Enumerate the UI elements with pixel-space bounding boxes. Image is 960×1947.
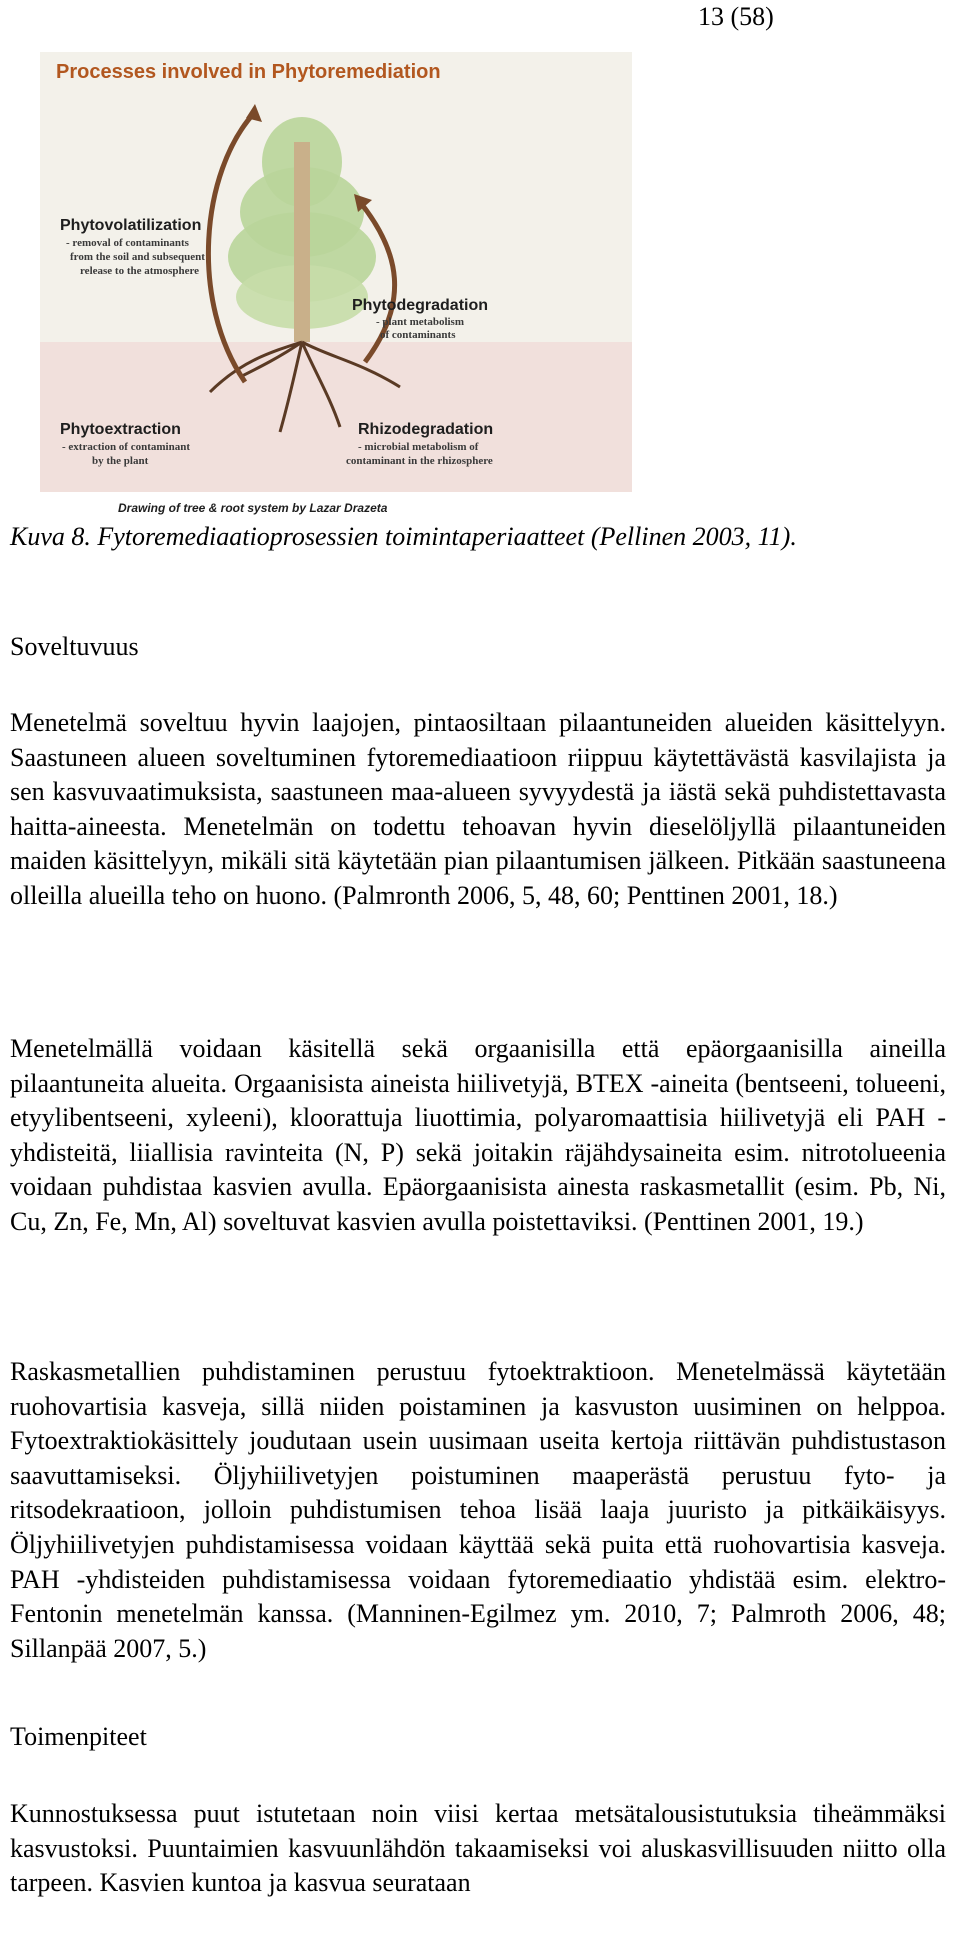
heading-soveltuvuus: Soveltuvuus [10, 632, 139, 661]
phytoextraction-title: Phytoextraction [60, 421, 181, 438]
page-number: 13 (58) [698, 2, 774, 31]
phytodegradation-title: Phytodegradation [352, 297, 489, 314]
rhizodegradation-desc-1: - microbial metabolism of [358, 441, 479, 453]
phytoremediation-diagram [40, 52, 632, 520]
phytoextraction-desc-1: - extraction of contaminant [62, 441, 191, 453]
paragraph-1: Menetelmä soveltuu hyvin laajojen, pintaosiltaan pilaantuneiden alueiden käsittelyyn. Saastuneen alueen soveltuminen fytoremediaatioon riippuu käytettävästä kasvilajista ja sen kasvuvaatimuksista, saastuneen maa-alueen syvyydestä ja iästä sekä puhdistettavasta haitta-aineesta. Menetelmän on todettu tehoavan hyvin dieselöljyllä pilaantuneiden maiden käsittelyyn, mikäli sitä käytetään pian pilaantumisen jälkeen. Pitkään saastuneena olleilla alueilla teho on huono. (Palmronth 2006, 5, 48, 60; Penttinen 2001, 18.) [10, 708, 946, 910]
figure-caption: Kuva 8. Fytoremediaatioprosessien toimintaperiaatteet (Pellinen 2003, 11). [10, 522, 797, 551]
rhizodegradation-desc-2: contaminant in the rhizosphere [346, 455, 493, 467]
phytovolatilization-desc-3: release to the atmosphere [80, 265, 200, 277]
phytovolatilization-title: Phytovolatilization [60, 217, 202, 234]
figure-credit: Drawing of tree & root system by Lazar Drazeta [118, 501, 388, 515]
rhizodegradation-title: Rhizodegradation [358, 421, 494, 438]
paragraph-4: Kunnostuksessa puut istutetaan noin viisi kertaa metsätalousistutuksia tiheämmäksi kasvustoksi. Puuntaimien kasvuunlähdön takaamiseksi voi aluskasvillisuuden niitto olla tarpeen. Kasvien kuntoa ja kasvua seurataan [10, 1799, 946, 1898]
phytodegradation-desc-2: of contaminants [380, 329, 456, 341]
paragraph-2: Menetelmällä voidaan käsitellä sekä orgaanisilla että epäorgaanisilla aineilla pilaantuneita alueita. Orgaanisista aineista hiilivetyjä, BTEX -aineita (bentseeni, tolueeni, etyylibentseeni, xyleeni), kloorattuja liuottimia, polyaromaattisia hiilivetyjä eli PAH -yhdisteitä, liiallisia ravinteita (N, P) sekä joitakin räjähdysaineita esim. nitrotolueenia voidaan puhdistaa kasvien avulla. Epäorgaanisista ainesta raskasmetallit (esim. Pb, Ni, Cu, Zn, Fe, Mn, Al) soveltuvat kasvien avulla poistettaviksi. (Penttinen 2001, 19.) [10, 1034, 946, 1236]
phytoextraction-desc-2: by the plant [92, 455, 149, 467]
heading-toimenpiteet: Toimenpiteet [10, 1722, 147, 1751]
phytovolatilization-desc-2: from the soil and subsequent [70, 251, 205, 263]
figure-title: Processes involved in Phytoremediation [56, 61, 441, 83]
paragraph-3: Raskasmetallien puhdistaminen perustuu fytoektraktioon. Menetelmässä käytetään ruohovartisia kasveja, sillä niiden poistaminen ja kasvuston uusiminen on helppoa. Fytoextraktiokäsittely joudutaan usein uusimaan useita kertoja riittävän puhdistustason saavuttamiseksi. Öljyhiilivetyjen poistuminen maaperästä perustuu fyto- ja ritsodekraatioon, jolloin puhdistumisen tehoa lisää laaja juuristo ja pitkäikäisyys. Öljyhiilivetyjen puhdistamisessa voidaan käyttää sekä puita että ruohovartisia kasveja. PAH -yhdisteiden puhdistamisessa voidaan fytoremediaatio yhdistää esim. elektro-Fentonin menetelmän kanssa. (Manninen-Egilmez ym. 2010, 7; Palmroth 2006, 48; Sillanpää 2007, 5.) [10, 1357, 946, 1663]
phytovolatilization-desc-1: - removal of contaminants [66, 237, 189, 249]
phytoremediation-figure [40, 52, 632, 520]
phytodegradation-desc-1: - plant metabolism [376, 316, 464, 328]
